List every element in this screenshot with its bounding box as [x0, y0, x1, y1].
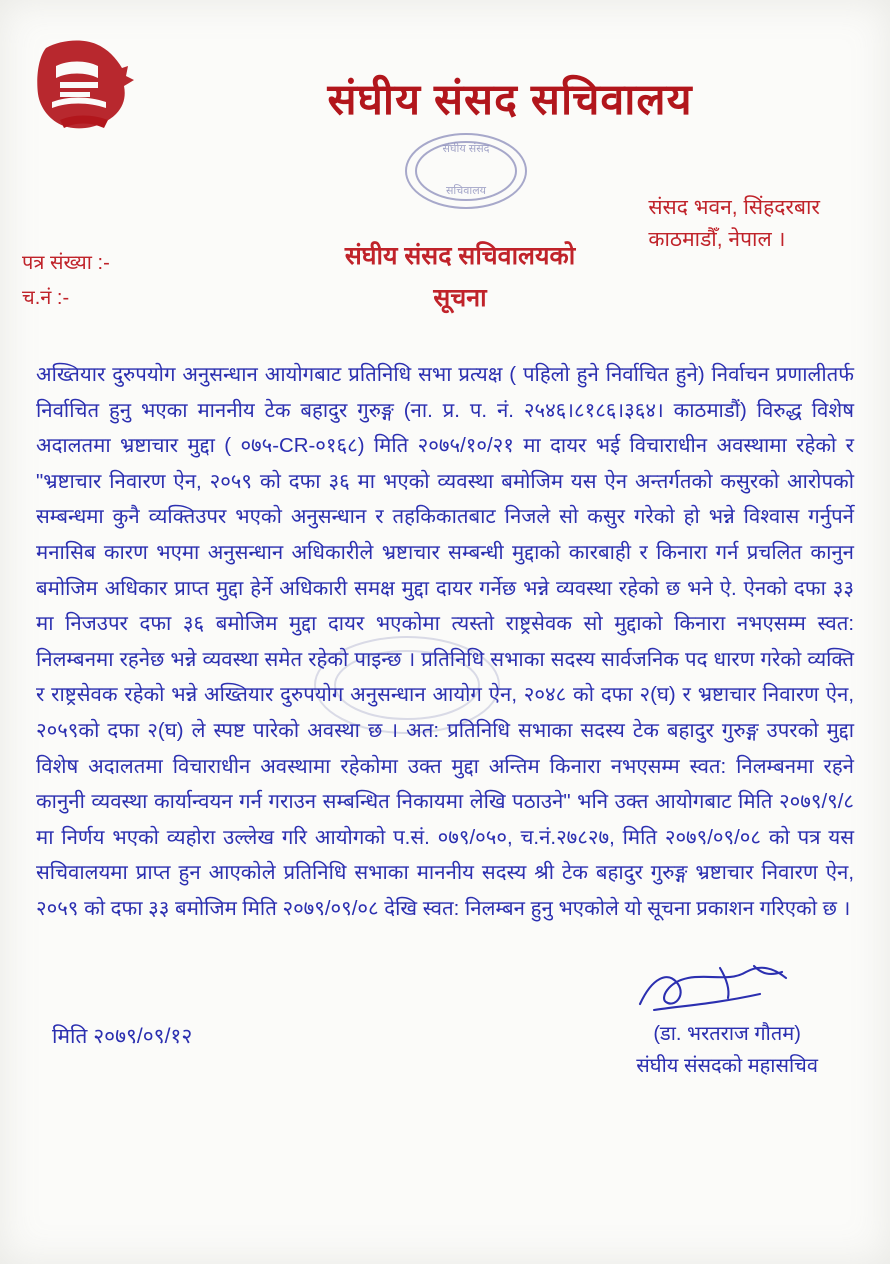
address-line-1: संसद भवन, सिंहदरबार	[648, 196, 820, 219]
signer-title: संघीय संसदको महासचिव	[636, 1055, 818, 1077]
nepal-government-emblem-icon	[30, 36, 146, 148]
svg-text:संघीय संसद: संघीय संसद	[442, 143, 490, 155]
letter-number-label: पत्र संख्या :-	[22, 252, 110, 274]
reference-block	[22, 246, 110, 316]
svg-text:सचिवालय: सचिवालय	[445, 185, 487, 197]
address-line-2: काठमाडौँ, नेपाल ।	[648, 227, 786, 251]
handwritten-signature	[634, 960, 794, 1022]
notice-body-text	[36, 358, 854, 928]
official-round-stamp	[392, 130, 540, 212]
document-date: मिति २०७९/०९/१२	[52, 1025, 193, 1048]
document-subtitle: संघीय संसद सचिवालयको	[344, 242, 576, 270]
organization-title: संघीय संसद सचिवालय	[327, 76, 693, 124]
signer-name: (डा. भरतराज गौतम)	[653, 1023, 801, 1045]
notice-heading: सूचना	[433, 284, 487, 312]
office-address	[648, 192, 820, 255]
signature-block	[636, 1018, 818, 1082]
body-paragraph: अख्तियार दुरुपयोग अनुसन्धान आयोगबाट प्रतिनिधि सभा प्रत्यक्ष ( पहिलो हुने निर्वाचित हुने) निर्वाचन प्रणालीतर्फ निर्वाचित हुनु भएका माननीय टेक बहादुर गुरुङ्ग (ना. प्र. प. नं. २५४६।८१८६।३६४। काठमाडौं) विरुद्ध विशेष अदालतमा भ्रष्टाचार मुद्दा ( ०७५-CR-०१६८) मिति २०७५/१०/२१ मा दायर भई विचाराधीन अवस्थामा रहेको र "भ्रष्टाचार निवारण ऐन, २०५९ को दफा ३६ मा भएको व्यवस्था बमोजिम यस ऐन अन्तर्गतको कसुरको आरोपको सम्बन्धमा कुनै व्यक्तिउपर भएको अनुसन्धान र तहकिकातबाट निजले सो कसुर गरेको हो भन्ने विश्वास गर्नुपर्ने मनासिब कारण भएमा अनुसन्धान अधिकारीले भ्रष्टाचार सम्बन्धी मुद्दाको कारबाही र किनारा गर्न प्रचलित कानुन बमोजिम अधिकार प्राप्त मुद्दा हेर्ने अधिकारी समक्ष मुद्दा दायर गर्नेछ भन्ने व्यवस्था रहेको छ भने ऐ. ऐनको दफा ३३ मा निजउपर दफा ३६ बमोजिम मुद्दा दायर भएकोमा त्यस्तो राष्ट्रसेवक सो मुद्दाको किनारा नभएसम्म स्वत: निलम्बनमा रहनेछ भन्ने व्यवस्था समेत रहेको पाइन्छ । प्रतिनिधि सभाका सदस्य सार्वजनिक पद धारण गरेको व्यक्ति र राष्ट्रसेवक रहेको भन्ने अख्तियार दुरुपयोग अनुसन्धान आयोग ऐन, २०४८ को दफा २(घ) र भ्रष्टाचार निवारण ऐन, २०५९को दफा २(घ) ले स्पष्ट पारेको अवस्था छ । अत: प्रतिनिधि सभाका सदस्य टेक बहादुर गुरुङ्ग उपरको मुद्दा विशेष अदालतमा विचाराधीन अवस्थामा रहेकोमा उक्त मुद्दा अन्तिम किनारा नभएसम्म स्वत: निलम्बनमा रहने कानुनी व्यवस्था कार्यान्वयन गर्न गराउन सम्बन्धित निकायमा लेखि पठाउने" भनि उक्त आयोगबाट मिति २०७९/९/८ मा निर्णय भएको व्यहोरा उल्लेख गरि आयोगको प.सं. ०७९/०५०, च.नं.२७८२७, मिति २०७९/०९/०८ को पत्र यस सचिवालयमा प्राप्त हुन आएकोले प्रतिनिधि सभाका माननीय सदस्य श्री टेक बहादुर गुरुङ्ग भ्रष्टाचार निवारण ऐन, २०५९ को दफा ३३ बमोजिम मिति २०७९/०९/०८ देखि स्वत: निलम्बन हुनु भएकोले यो सूचना प्रकाशन गरिएको छ ।	[36, 364, 855, 920]
dispatch-number-label: च.नं :-	[22, 287, 70, 309]
